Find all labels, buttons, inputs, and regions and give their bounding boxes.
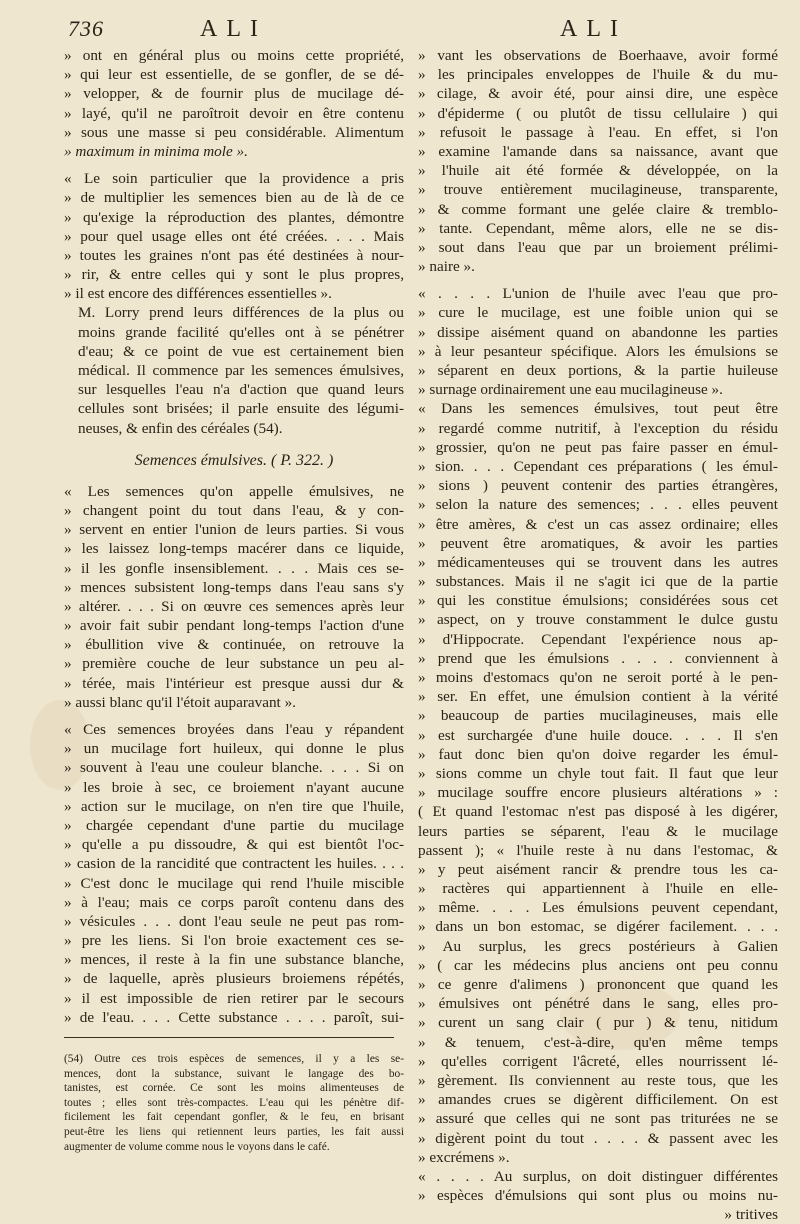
text-line: » à l'eau; mais ce corps paroît contenu dans des — [64, 893, 404, 911]
text-line: » qui les constitue émulsions; considérées sous cet — [418, 592, 778, 610]
text-line: » il est impossible de rien retirer par le secours — [64, 989, 404, 1007]
text-line: » excrémens ». — [418, 1148, 510, 1166]
text-line: cellules sont brisées; il parle ensuite des légumi- — [78, 400, 404, 418]
text-line: « Dans les semences émulsives, tout peut être — [418, 400, 778, 418]
text-line: » séparent en deux portions, & la partie huileuse — [418, 362, 778, 379]
text-line: » action sur le mucilage, on n'en tire que l'huile, — [64, 797, 404, 815]
footnote-line: mences, dont la substance, suivant le langage des bo- — [64, 1067, 404, 1080]
text-line: » changent point du tout dans l'eau, & y con- — [64, 501, 404, 519]
text-line: » altérer. . . . Si on œuvre ces semences après leur — [64, 597, 404, 615]
text-line: » il est encore des différences essentielles ». — [64, 285, 332, 303]
text-line: » ce genre d'alimens ) prononcent que quand les — [418, 976, 778, 993]
text-line: » l'huile ait été formée & développée, on la — [418, 162, 778, 180]
text-line: » dissipe aisément quand on abandonne les parties — [418, 323, 778, 341]
text-line: » cilage, & avoir été, pour ainsi dire, une espèce — [418, 85, 778, 103]
text-line: » maximum in minima mole ». — [64, 142, 248, 160]
text-line: » curent un sang clair ( pur ) & tenu, nitidum — [418, 1014, 778, 1032]
text-line: » velopper, & de fournir plus de mucilage dé- — [64, 85, 404, 103]
text-line: » surnage ordinairement une eau mucilagineuse ». — [418, 381, 723, 399]
text-line: » d'Hippocrate. Cependant l'expérience nous ap- — [418, 630, 778, 648]
text-line: » d'épiderme ( ou plutôt de tissu cellulaire ) qui — [418, 104, 778, 122]
text-line: moins grande facilité qu'elles ont à se pénétrer — [78, 323, 404, 341]
text-line: » les broie à sec, ce broiement n'ayant aucune — [64, 778, 404, 796]
text-line: » refusoit le passage à l'eau. En effet, si l'on — [418, 123, 778, 141]
text-line: » beaucoup de parties mucilagineuses, mais elle — [418, 707, 778, 725]
paragraph — [418, 399, 778, 1167]
paragraph — [64, 46, 404, 161]
text-line: d'eau; & ce point de vue est certainement bien — [78, 342, 404, 360]
text-line: » casion de la rancidité que contractent les huiles. . . . — [64, 855, 404, 873]
text-line: » ( car les médecins plus anciens ont peu connu — [418, 956, 778, 974]
text-line: passent ); « l'huile reste à nu dans l'estomac, & — [418, 841, 778, 859]
paragraph — [418, 46, 778, 276]
footnote-line: (54) Outre ces trois espèces de semences, il y a les se- — [64, 1053, 404, 1065]
text-line: » servent en entier l'union de leurs parties. Si vous — [64, 521, 404, 539]
text-line: » pre les liens. Si l'on broie exactement ces se- — [64, 932, 404, 950]
text-line: » mucilage souffre encore plusieurs altérations » : — [418, 784, 778, 802]
text-line: » vésicules . . . dont l'eau seule ne peut pas rom- — [64, 912, 404, 930]
footnote-rule — [64, 1037, 394, 1038]
text-line: » être amères, & c'est un cas assez ordinaire; elles — [418, 515, 778, 533]
text-line: » de laquelle, après plusieurs broiemens répétés, — [64, 970, 404, 988]
text-line: » substances. Mais il ne s'agit ici que de la partie — [418, 573, 778, 591]
text-line: » selon la nature des semences; . . . elles peuvent — [418, 496, 778, 514]
text-line: » sous une masse si peu considérable. Alimentum — [64, 123, 404, 141]
text-line: « Ces semences broyées dans l'eau y répandent — [64, 721, 404, 738]
page-header — [0, 14, 800, 44]
paragraph — [64, 303, 404, 437]
footnote — [64, 1052, 404, 1154]
text-line: » qu'elle a pu dissoudre, & qui est bientôt l'oc- — [64, 836, 404, 854]
text-line: » vant les observations de Boerhaave, avoir formé — [418, 47, 778, 64]
text-line: » tante. Cependant, même alors, elle ne se dis- — [418, 219, 778, 237]
text-line: » espèces d'émulsions qui sont plus ou moins nu- — [418, 1187, 778, 1205]
text-line: » grossier, qu'on ne peut pas faire passer en émul- — [418, 438, 778, 456]
text-line: » à leur pesanteur spécifique. Alors les émulsions se — [418, 342, 778, 360]
text-line: » de multiplier les semences bien au de là de ce — [64, 189, 404, 207]
text-line: « . . . . Au surplus, on doit distinguer différentes — [418, 1167, 778, 1185]
text-line: » ractères qui appartiennent à l'huile en elle- — [418, 880, 778, 898]
left-column — [64, 46, 404, 1154]
text-line: neuses, & enfin des céréales (54). — [78, 419, 283, 437]
text-line: » dans un bon estomac, se digérer facilement. . . . — [418, 918, 778, 936]
text-line: » sout dans l'eau que par un broiement prélimi- — [418, 238, 778, 256]
paragraph — [64, 169, 404, 303]
text-line: » qu'exige la réproduction des plantes, démontre — [64, 208, 404, 226]
footnote-line: tanistes, est cornée. Ce sont les moins alimenteuses de — [64, 1082, 404, 1095]
text-line: » aspect, on y trouve constamment le dulce gustu — [418, 611, 778, 629]
text-line: » avoir fait subir pendant long-temps l'action d'une — [64, 617, 404, 635]
text-line: « . . . . L'union de l'huile avec l'eau que pro- — [418, 285, 778, 303]
text-line: » ser. En effet, une émulsion contient à la vérité — [418, 688, 778, 706]
right-column — [418, 46, 778, 1224]
running-head-left: ALI — [200, 16, 267, 42]
text-line: » sion. . . . Cependant ces préparations ( les émul- — [418, 457, 778, 475]
text-line: » naire ». — [418, 258, 475, 276]
text-line: » sions comme un chyle tout fait. Il faut que leur — [418, 764, 778, 782]
text-line: » même. . . . Les émulsions peuvent cependant, — [418, 899, 778, 917]
text-line: » émulsives ont pénétré dans le sang, elles pro- — [418, 995, 778, 1013]
text-line: » amandes crues se digèrent difficilement. On est — [418, 1091, 778, 1109]
text-line: » pour quel usage elles ont été créées. . . . Mais — [64, 227, 404, 245]
text-line: » il les gonfle insensiblement. . . . Mais ces se- — [64, 559, 404, 577]
text-line: » rir, & entre celles qui y sont le plus propres, — [64, 266, 404, 284]
text-line: » qu'elles corrigent l'âcreté, elles nourrissent lé- — [418, 1052, 778, 1070]
text-line: ( Et quand l'estomac n'est pas disposé à les digérer, — [418, 803, 778, 821]
text-line: » regardé comme nutritif, à l'exception du résidu — [418, 419, 778, 437]
text-line: » prend que les émulsions . . . . conviennent à — [418, 649, 778, 667]
running-head-right: ALI — [560, 16, 627, 42]
text-line: sur lesquelles l'eau n'a d'action que quand leurs — [78, 381, 404, 399]
text-line: » y peut aisément rancir & prendre tous les ca- — [418, 860, 778, 878]
text-line: » est surchargée d'une huile douce. . . . Il s'en — [418, 726, 778, 744]
text-line: » aussi blanc qu'il l'étoit auparavant ». — [64, 693, 296, 711]
text-line: M. Lorry prend leurs différences de la plus ou — [78, 304, 404, 322]
text-line: » souvent à l'eau une couleur blanche. . . . Si on — [64, 759, 404, 777]
paragraph — [64, 482, 404, 712]
footnote-line: toutes ; elles sont très-compactes. L'eau qui les pénètre dif- — [64, 1096, 404, 1109]
text-line: » chargée cependant d'une partie du mucilage — [64, 816, 404, 834]
text-line: » sions ) peuvent contenir des parties étrangères, — [418, 477, 778, 495]
text-line: » & tenuem, c'est-à-dire, qu'en même temps — [418, 1033, 778, 1051]
text-line: » mences subsistent long-temps dans l'eau sans s'y — [64, 578, 404, 596]
text-line: » layé, qu'il ne paroîtroit devoir en être contenu — [64, 104, 404, 122]
text-line: « Les semences qu'on appelle émulsives, ne — [64, 482, 404, 500]
text-line: » gèrement. Ils conviennent au reste tous, que les — [418, 1071, 778, 1089]
section-heading: Semences émulsives. ( P. 322. ) — [134, 451, 334, 469]
text-line: leurs parties se séparent, l'eau & le mucilage — [418, 822, 778, 840]
text-line: » assuré que celles qui ne sont pas triturées ne se — [418, 1110, 778, 1128]
text-line: » toutes les graines n'ont pas été destinées à nour- — [64, 246, 404, 264]
text-line: » un mucilage fort huileux, qui donne le plus — [64, 740, 404, 758]
paragraph — [64, 720, 404, 1027]
text-line: » digèrent point du tout . . . . & passent avec les — [418, 1129, 778, 1147]
text-line: » les principales enveloppes de l'huile & du mu- — [418, 66, 778, 84]
text-line: » examine l'amande dans sa naissance, avant que — [418, 142, 778, 160]
text-line: » trouve entièrement mucilagineuse, transparente, — [418, 181, 778, 199]
footnote-line: ficilement les fait cependant gonfler, & le feu, en brisant — [64, 1111, 404, 1124]
text-line: » moins d'estomacs qu'on ne seroit porté à le pen- — [418, 669, 778, 686]
text-line: » C'est donc le mucilage qui rend l'huile miscible — [64, 874, 404, 892]
text-line: « Le soin particulier que la providence a pris — [64, 170, 404, 188]
text-line: » mences, il reste à la fin une substance blanche, — [64, 951, 404, 969]
text-line: médical. Il commence par les semences émulsives, — [78, 362, 404, 379]
text-line: » & comme formant une gelée claire & tremblo- — [418, 200, 778, 218]
text-line: » médicamenteuses qui se trouvent dans les autres — [418, 553, 778, 571]
paragraph — [418, 1167, 778, 1224]
text-line: » ébullition vive & continuée, on retrouve la — [64, 636, 404, 654]
text-line: » ont en général plus ou moins cette propriété, — [64, 47, 404, 64]
catchword: » tritives — [724, 1206, 778, 1224]
footnote-line: augmenter de volume comme nous le voyons dans le café. — [64, 1140, 330, 1153]
text-line: » les laissez long-temps macérer dans ce liquide, — [64, 540, 404, 558]
footnote-line: peut-être les liens qui retiennent leurs parties, les fait aussi — [64, 1125, 404, 1138]
text-line: » cure le mucilage, est une foible union qui se — [418, 304, 778, 322]
page-number: 736 — [68, 16, 104, 41]
paragraph — [418, 284, 778, 399]
text-line: » peuvent être aromatiques, & avoir les parties — [418, 534, 778, 552]
text-line: » de l'eau. . . . Cette substance . . . . paroît, sui- — [64, 1008, 404, 1026]
text-line: » qui leur est essentielle, de se gonfler, de se dé- — [64, 66, 404, 84]
text-line: » Au surplus, les grecs postérieurs à Galien — [418, 937, 778, 955]
text-line: » première couche de leur substance un peu al- — [64, 655, 404, 673]
text-line: » térée, mais l'intérieur est presque aussi dur & — [64, 674, 404, 692]
text-line: » faut donc bien qu'on doive regarder les émul- — [418, 745, 778, 763]
